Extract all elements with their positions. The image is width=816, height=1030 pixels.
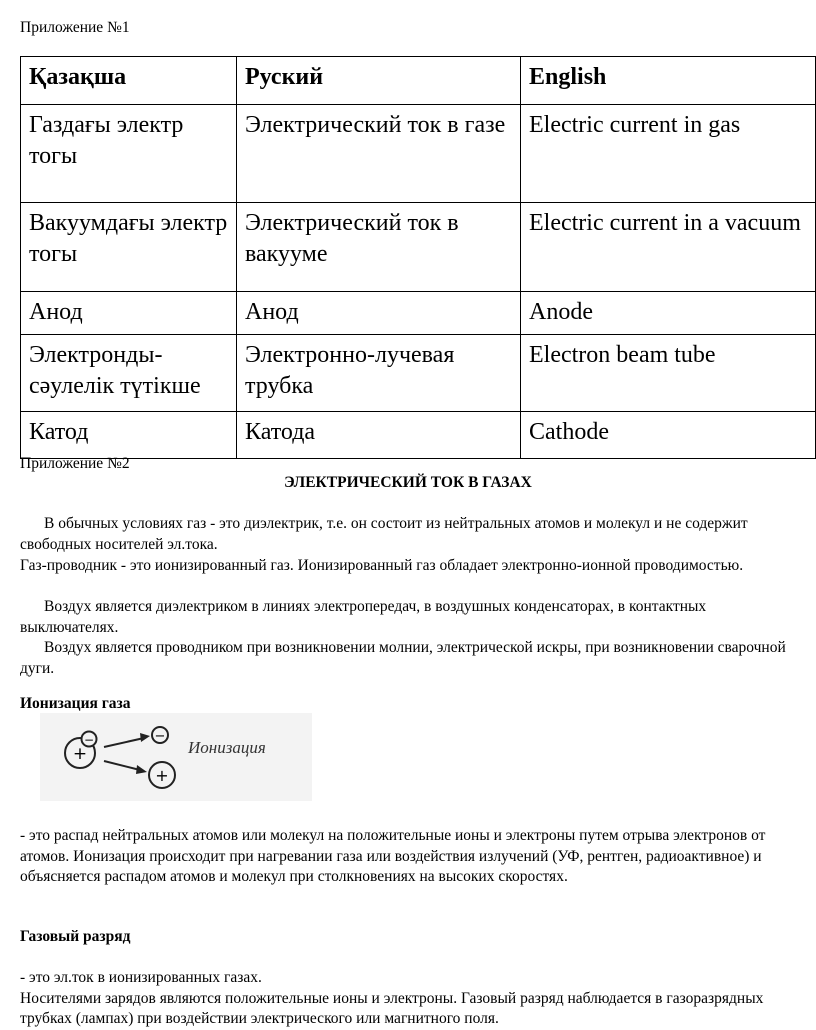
- cell-english: Electron beam tube: [521, 335, 816, 412]
- cell-english: Electric current in gas: [521, 105, 816, 203]
- ionization-label: Ионизация: [188, 738, 266, 757]
- table-row: [21, 203, 816, 292]
- cell-russian: Катода: [237, 412, 521, 459]
- ionization-definition: - это распад нейтральных атомов или молекул на положительные ионы и электроны путем отрыва электронов от атомов. Ионизация происходит при нагревании газа или воздействия излучений (УФ, рентген, радиоактивное) и объясняется распадом атомов и молекул при столкновениях на высоких скоростях.: [20, 827, 766, 885]
- gas-discharge-heading: Газовый разряд: [20, 928, 131, 945]
- atom-plus-sign: +: [72, 744, 88, 764]
- cell-russian: Электрический ток в вакууме: [237, 203, 521, 292]
- table-row: [21, 412, 816, 459]
- gas-discharge-text: [20, 968, 790, 1030]
- header-english: English: [521, 57, 816, 105]
- table-row: [21, 292, 816, 335]
- paragraph-air-conductor: Воздух является проводником при возникновении молнии, электрической искры, при возникновении сварочной дуги.: [20, 639, 786, 677]
- ionization-heading: Ионизация газа: [20, 695, 131, 712]
- ionization-diagram: [40, 713, 312, 801]
- header-russian: Руский: [237, 57, 521, 105]
- free-electron-minus-sign: −: [154, 729, 166, 744]
- appendix-2-title: Приложение №2: [20, 455, 130, 472]
- cell-russian: Электронно-лучевая трубка: [237, 335, 521, 412]
- bound-electron-minus-sign: −: [83, 733, 95, 747]
- cell-english: Electric current in a vacuum: [521, 203, 816, 292]
- section-heading: ЭЛЕКТРИЧЕСКИЙ ТОК В ГАЗАХ: [284, 474, 532, 491]
- cell-kazakh: Анод: [21, 292, 237, 335]
- cell-english: Cathode: [521, 412, 816, 459]
- cell-kazakh: Электронды-сәулелік түтікше: [21, 335, 237, 412]
- header-kazakh: Қазақша: [21, 57, 237, 105]
- cell-kazakh: Газдағы электр тогы: [21, 105, 237, 203]
- appendix-1-title: Приложение №1: [20, 19, 130, 36]
- cell-russian: Анод: [237, 292, 521, 335]
- vocabulary-table: [20, 56, 816, 459]
- table-header-row: [21, 57, 816, 105]
- cell-kazakh: Вакуумдағы электр тогы: [21, 203, 237, 292]
- paragraph-air-dielectric: Воздух является диэлектриком в линиях электропередач, в воздушных конденсаторах, в контактных выключателях.: [20, 598, 707, 636]
- paragraph-dielectric: В обычных условиях газ - это диэлектрик, т.е. он состоит из нейтральных атомов и молекул и не содержит свободных носителей эл.тока.: [20, 515, 748, 553]
- cell-russian: Электрический ток в газе: [237, 105, 521, 203]
- cell-english: Anode: [521, 292, 816, 335]
- paragraph-conductor-gas: Газ-проводник - это ионизированный газ. Ионизированный газ обладает электронно-ионной проводимостью.: [20, 557, 744, 574]
- cell-kazakh: Катод: [21, 412, 237, 459]
- gas-discharge-line-2: Носителями зарядов являются положительные ионы и электроны. Газовый разряд наблюдается в газоразрядных трубках (лампах) при воздействии электрического или магнитного поля.: [20, 989, 764, 1027]
- gas-discharge-line-1: - это эл.ток в ионизированных газах.: [20, 969, 262, 986]
- ion-plus-sign: +: [155, 766, 169, 785]
- table-row: [21, 105, 816, 203]
- table-row: [21, 335, 816, 412]
